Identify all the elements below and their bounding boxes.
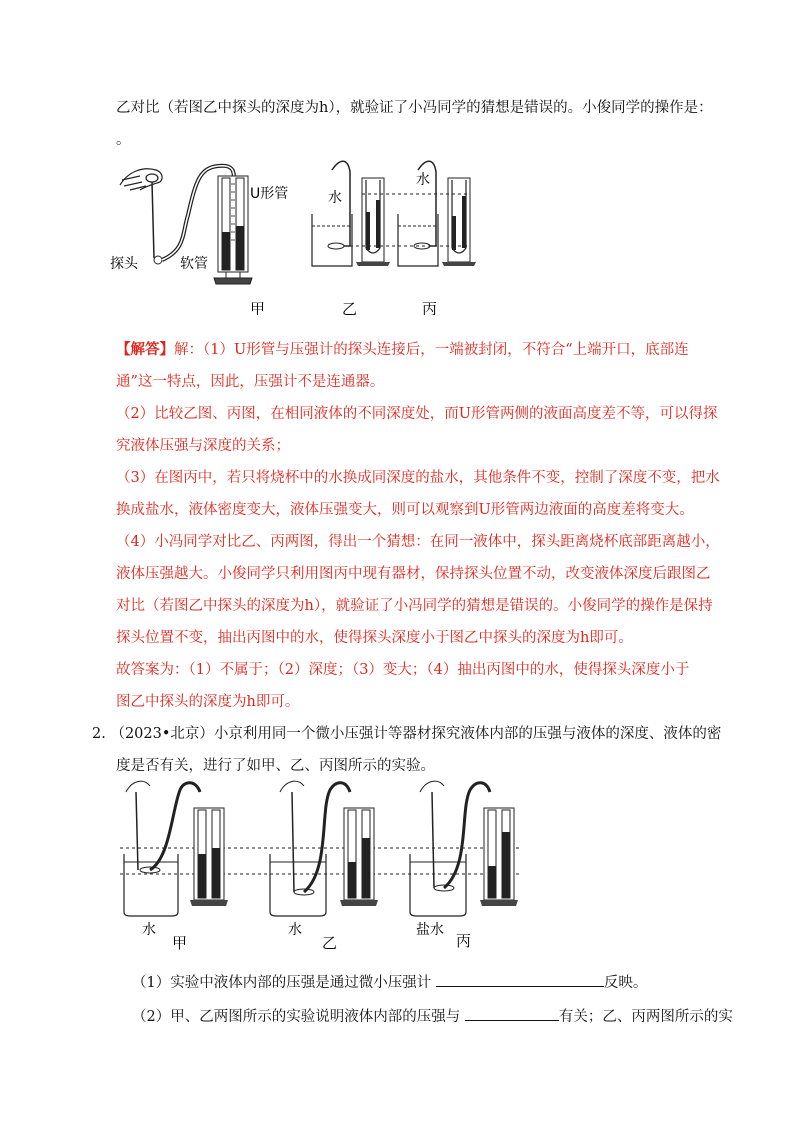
label-water-2: 水 [416,172,430,188]
answer-p4-line-3: 对比（若图乙中探头的深度为h），就验证了小冯同学的猜想是错误的。小俊同学的操作是保持 [116,598,713,614]
beaker-bing-2 [410,781,490,916]
answer-p2-line-1: （2）比较乙图、丙图，在相同液体的不同深度处，而U形管两侧的液面高度差不等，可以得探 [116,406,718,422]
answer-p1-line-2: 通”这一特点，因此，压强计不是连通器。 [116,374,385,390]
caption-yi-2: 乙 [322,934,338,952]
top-text-line-1: 乙对比（若图乙中探头的深度为h），就验证了小冯同学的猜想是错误的。小俊同学的操作是： [116,100,713,116]
answer-p4-line-2: 液体压强越大。小俊同学只利用图丙中现有器材，保持探头位置不动，改变液体深度后跟图乙 [116,566,711,582]
beaker-jia-2 [124,781,200,916]
top-text-line-2: 。 [116,132,131,148]
answer-p4-line-4: 探头位置不变，抽出丙图中的水，使得探头深度小于图乙中探头的深度为h即可。 [116,630,633,646]
final-answer-line-2: 图乙中探头的深度为h即可。 [116,694,300,710]
question-2-line-2: 度是否有关，进行了如甲、乙、丙图所示的实验。 [116,758,435,774]
label-probe: 探头 [110,256,138,272]
label-u-tube: U形管 [250,186,289,202]
answer-tag: 【解答】 [116,341,174,358]
answer-p3-line-1: （3）在图丙中，若只将烧杯中的水换成同深度的盐水，其他条件不变，控制了深度不变，把水 [116,470,720,486]
answer-blank-2[interactable] [465,1006,559,1021]
caption-yi-1: 乙 [342,300,358,315]
label-water-a: 水 [142,922,156,938]
label-brine: 盐水 [416,922,444,938]
hand-icon [120,169,162,190]
figure-1-apparatus [100,150,540,315]
caption-jia-2: 甲 [172,934,188,952]
beaker-yi-2 [270,781,350,916]
question-number: 2. [92,726,106,742]
beaker-yi [312,161,352,266]
caption-bing-2: 丙 [456,932,472,950]
label-water-1: 水 [328,190,342,206]
sub-question-2: （2）甲、乙两图所示的实验说明液体内部的压强与 有关；乙、丙两图所示的实 [132,1006,733,1027]
answer-blank-1[interactable] [436,972,604,987]
sub-question-1: （1）实验中液体内部的压强是通过微小压强计 反映。 [132,972,647,993]
answer-p3-line-2: 换成盐水，液体密度变大，液体压强变大，则可以观察到U形管两边液面的高度差将变大。 [116,502,694,518]
question-2-line-1: 2. （2023•北京）小京利用同一个微小压强计等器材探究液体内部的压强与液体的深度、液体的密 [92,726,722,742]
answer-p4-line-1: （4）小冯同学对比乙、丙两图，得出一个猜想：在同一液体中，探头距离烧杯底部距离越小， [116,534,720,550]
label-water-b: 水 [288,922,302,938]
answer-p1-line-1: 【解答】解：（1）U形管与压强计的探头连接后，一端被封闭，不符合“上端开口，底部连 [116,341,689,358]
caption-bing-1: 丙 [422,300,438,315]
caption-jia-1: 甲 [250,300,266,315]
figure-2-apparatus [110,770,530,955]
label-hose: 软管 [180,256,208,272]
final-answer-line-1: 故答案为：（1）不属于；（2）深度；（3）变大；（4）抽出丙图中的水，使得探头深度小于 [116,662,690,678]
answer-p2-line-2: 究液体压强与深度的关系； [116,438,290,454]
